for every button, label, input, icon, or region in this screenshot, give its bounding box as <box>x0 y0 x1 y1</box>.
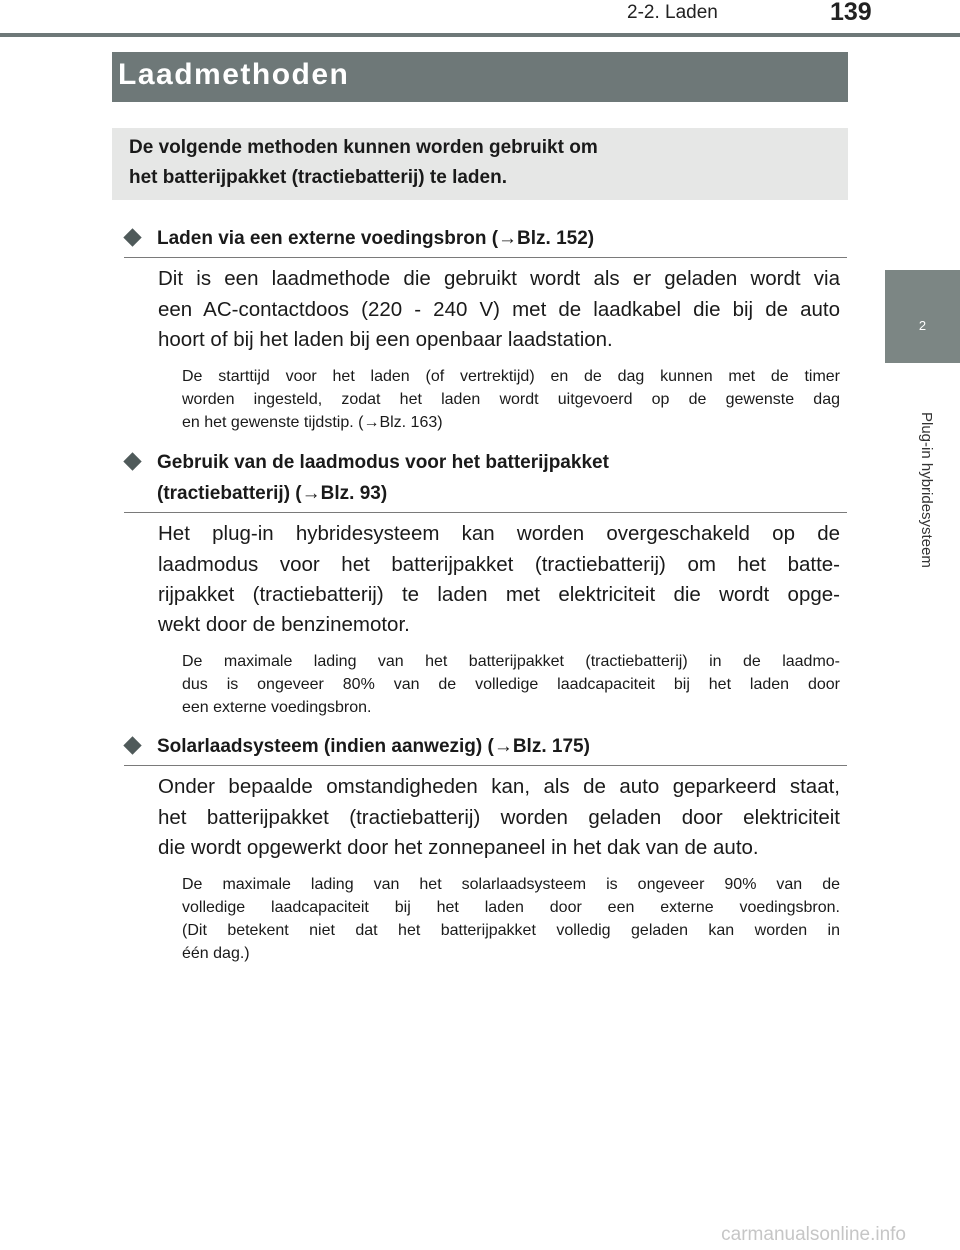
section-heading-line: Laden via een externe voedingsbron (→Blz. 152) <box>157 228 595 249</box>
body-line: Het plug-in hybridesysteem kan worden overgeschakeld op de <box>158 522 840 545</box>
chapter-title: Plug-in hybridesysteem <box>918 412 935 568</box>
body-line: laadmodus voor het batterijpakket (tractiebatterij) om het batte- <box>158 553 840 576</box>
note-line: volledige laadcapaciteit bij het laden door een externe voedingsbron. <box>182 899 840 916</box>
intro-box <box>112 128 848 200</box>
chapter-number: 2 <box>918 318 927 333</box>
body-line: hoort of bij het laden bij een openbaar laadstation. <box>158 328 613 351</box>
body-line: wekt door de benzinemotor. <box>158 613 410 636</box>
note-line: en het gewenste tijdstip. (→Blz. 163) <box>182 414 443 431</box>
section-heading-line: (tractiebatterij) (→Blz. 93) <box>157 483 388 504</box>
intro-line: De volgende methoden kunnen worden gebruikt om <box>129 137 598 158</box>
title-bar <box>112 52 848 102</box>
section-rule <box>124 257 847 258</box>
note-line: één dag.) <box>182 945 250 962</box>
page-title: Laadmethoden <box>118 58 350 91</box>
watermark: carmanualsonline.info <box>721 1224 906 1245</box>
diamond-bullet-icon <box>123 452 141 470</box>
note-line: (Dit betekent niet dat het batterijpakket volledig geladen kan worden in <box>182 922 840 939</box>
note-line: De maximale lading van het batterijpakket (tractiebatterij) in de laadmo- <box>182 653 840 670</box>
header-section-label: 2-2. Laden <box>627 2 718 23</box>
note-line: De starttijd voor het laden (of vertrektijd) en de dag kunnen met de timer <box>182 368 840 385</box>
body-line: die wordt opgewerkt door het zonnepaneel in het dak van de auto. <box>158 836 759 859</box>
body-line: een AC-contactdoos (220 - 240 V) met de laadkabel die bij de auto <box>158 298 840 321</box>
section-heading-line: Gebruik van de laadmodus voor het batterijpakket <box>157 452 609 473</box>
diamond-bullet-icon <box>123 228 141 246</box>
note-line: een externe voedingsbron. <box>182 699 372 716</box>
diamond-bullet-icon <box>123 736 141 754</box>
header-rule <box>0 33 960 37</box>
section-heading-line: Solarlaadsysteem (indien aanwezig) (→Blz. 175) <box>157 736 590 757</box>
note-line: De maximale lading van het solarlaadsysteem is ongeveer 90% van de <box>182 876 840 893</box>
intro-line: het batterijpakket (tractiebatterij) te laden. <box>129 167 507 188</box>
page-number: 139 <box>830 0 872 26</box>
body-line: rijpakket (tractiebatterij) te laden met elektriciteit die wordt opge- <box>158 583 840 606</box>
note-line: dus is ongeveer 80% van de volledige laadcapaciteit bij het laden door <box>182 676 840 693</box>
chapter-tab[interactable] <box>885 270 960 363</box>
section-rule <box>124 765 847 766</box>
note-line: worden ingesteld, zodat het laden wordt uitgevoerd op de gewenste dag <box>182 391 840 408</box>
body-line: Onder bepaalde omstandigheden kan, als de auto geparkeerd staat, <box>158 775 840 798</box>
section-rule <box>124 512 847 513</box>
body-line: Dit is een laadmethode die gebruikt wordt als er geladen wordt via <box>158 267 840 290</box>
body-line: het batterijpakket (tractiebatterij) worden geladen door elektriciteit <box>158 806 840 829</box>
